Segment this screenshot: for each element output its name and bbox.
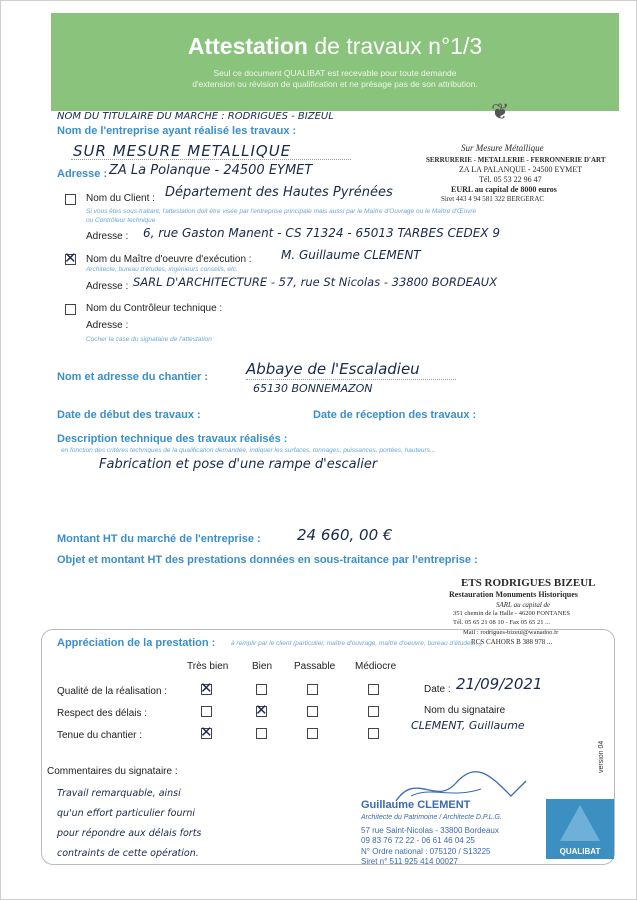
date-label: Date : xyxy=(424,684,451,695)
qualibat-triangle-icon xyxy=(560,805,600,841)
row-label-tenue: Tenue du chantier : xyxy=(57,730,143,741)
banner-subtitle xyxy=(51,68,619,90)
version-label: version 04 xyxy=(598,740,605,773)
tenue-passable-checkbox[interactable] xyxy=(307,728,318,739)
company-label: Nom de l'entreprise ayant réalisé les travaux : xyxy=(57,125,297,137)
tenue-mediocre-checkbox[interactable] xyxy=(368,728,379,739)
moe-address: SARL D'ARCHITECTURE - 57, rue St Nicolas - 33800 BORDEAUX xyxy=(133,275,498,289)
signatory-label: Nom du signataire xyxy=(424,705,506,716)
qualibat-logo xyxy=(546,799,614,859)
amount-value: 24 660, 00 € xyxy=(297,526,393,544)
appreciation-note: à remplir par le client (particulier, maître d'ouvrage, maître d'oeuvre, bureau d'études...) xyxy=(231,640,482,647)
signatory-value: CLEMENT, Guillaume xyxy=(411,719,525,732)
qualite-passable-checkbox[interactable] xyxy=(307,684,318,695)
header-banner xyxy=(51,13,619,111)
client-address: 6, rue Gaston Manent - CS 71324 - 65013 TARBES CEDEX 9 xyxy=(143,226,500,240)
start-date-label: Date de début des travaux : xyxy=(57,409,201,421)
qualite-tres-bien-checkbox[interactable] xyxy=(201,684,212,695)
architect-line5: Siret n° 511 925 414 00027 xyxy=(361,857,458,866)
company-name-line xyxy=(71,159,351,160)
stamp-line4: EURL au capital de 8000 euros xyxy=(451,185,557,194)
architect-line2: 57 rue Saint-Nicolas - 33800 Bordeaux xyxy=(361,826,499,835)
description-label: Description technique des travaux réalisés : xyxy=(57,433,288,445)
tenue-bien-checkbox[interactable] xyxy=(256,728,267,739)
page-title xyxy=(51,33,619,60)
rodrigues-title: ETS RODRIGUES BIZEUL xyxy=(461,577,596,589)
controller-note: Cocher la case du signataire de l'attestation xyxy=(86,336,212,343)
site-line2: 65130 BONNEMAZON xyxy=(253,382,373,395)
comment-line4: contraints de cette opération. xyxy=(57,848,199,859)
rodrigues-line5: Mail : rodrigues-bizeul@wanadoo.fr xyxy=(463,629,559,636)
client-label: Nom du Client : xyxy=(86,193,155,204)
rodrigues-line6: RCS CAHORS B 388 978 ... xyxy=(471,638,553,646)
comments-label: Commentaires du signataire : xyxy=(47,766,178,777)
col-tres-bien: Très bien xyxy=(187,661,229,672)
appreciation-title: Appréciation de la prestation : xyxy=(57,637,216,649)
qualite-mediocre-checkbox[interactable] xyxy=(368,684,379,695)
amount-label: Montant HT du marché de l'entreprise : xyxy=(57,533,261,545)
title-bold: Attestation xyxy=(187,33,308,59)
description-note: en fonction des critères techniques de la qualification demandée, indiquer les surfaces, tonnages, puissances, portées, hauteurs... xyxy=(61,447,436,454)
architect-name: Guillaume CLEMENT xyxy=(361,799,471,811)
rodrigues-line3: 351 chemin de la Halle - 46200 FONTANES xyxy=(453,610,570,617)
client-note2: ou Contrôleur technique xyxy=(86,217,156,224)
comment-line1: Travail remarquable, ainsi xyxy=(57,788,181,799)
qualite-bien-checkbox[interactable] xyxy=(256,684,267,695)
rodrigues-line1: Restauration Monuments Historiques xyxy=(449,590,578,599)
row-label-qualite: Qualité de la réalisation : xyxy=(57,686,168,697)
site-line1: Abbaye de l'Escaladieu xyxy=(246,360,420,378)
company-name: SUR MESURE METALLIQUE xyxy=(73,142,292,160)
delais-tres-bien-checkbox[interactable] xyxy=(201,706,212,717)
architect-line4: N° Ordre national : 075120 / S13225 xyxy=(361,847,491,856)
moe-name: M. Guillaume CLEMENT xyxy=(281,248,421,262)
controller-checkbox[interactable] xyxy=(65,304,76,315)
col-passable: Passable xyxy=(294,661,336,672)
rodrigues-line4: Tél. 05 65 21 08 10 - Fax 05 65 21 ... xyxy=(453,619,550,626)
subcontract-label: Objet et montant HT des prestations données en sous-traitance par l'entreprise : xyxy=(57,554,478,566)
banner-subtitle-line1: Seul ce document QUALIBAT est recevable pour toute demande xyxy=(213,68,457,78)
holder-handwritten: NOM DU TITULAIRE DU MARCHE : RODRIGUES - BIZEUL xyxy=(57,111,334,122)
row-label-delais: Respect des délais : xyxy=(57,708,148,719)
banner-subtitle-line2: d'extension ou révision de qualification et ne présage pas de son attribution. xyxy=(192,79,478,89)
stamp-line5: Siret 443 4 94 581 322 BERGERAC xyxy=(441,195,545,203)
moe-label: Nom du Maître d'oeuvre d'exécution : xyxy=(86,254,252,265)
description-value: Fabrication et pose d'une rampe d'escalier xyxy=(99,457,378,472)
col-bien: Bien xyxy=(252,661,273,672)
client-note: Si vous êtes sous-traitant, l'attestation doit être visée par l'entreprise principale mais aussi par le Maître d'Ouvrage ou le Maître d'Œuvre xyxy=(86,208,477,215)
company-address: ZA La Polanque - 24500 EYMET xyxy=(109,163,313,178)
architect-line1: Architecte du Patrimoine / Architecte D.P.L.G. xyxy=(361,814,502,821)
delais-bien-checkbox[interactable] xyxy=(256,706,267,717)
moe-note: Architecte, bureau d'études, ingénieurs conseils, etc. xyxy=(86,266,238,273)
stamp-line1: SERRURERIE - METALLERIE - FERRONNERIE D'ART xyxy=(426,156,606,164)
rodrigues-line2: SARL au capital de xyxy=(496,601,551,609)
title-rest: de travaux n°1/3 xyxy=(314,33,483,59)
controller-address-label: Adresse : xyxy=(86,320,129,331)
site-label: Nom et adresse du chantier : xyxy=(57,371,208,383)
col-mediocre: Médiocre xyxy=(355,661,397,672)
client-name: Département des Hautes Pyrénées xyxy=(165,185,393,200)
site-line1-rule xyxy=(246,379,456,380)
stamp-script: Sur Mesure Métallique xyxy=(461,143,544,153)
client-address-label: Adresse : xyxy=(86,231,129,242)
tenue-tres-bien-checkbox[interactable] xyxy=(201,728,212,739)
comment-line3: pour répondre aux délais forts xyxy=(57,828,202,839)
date-value: 21/09/2021 xyxy=(456,675,543,693)
stamp-line3: Tél. 05 53 22 96 47 xyxy=(479,175,542,184)
stamp-line2: ZA LA PALANQUE - 24500 EYMET xyxy=(459,165,583,174)
controller-label: Nom du Contrôleur technique : xyxy=(86,303,223,314)
end-date-label: Date de réception des travaux : xyxy=(313,409,477,421)
architect-line3: 09 83 76 72 22 - 06 61 46 04 25 xyxy=(361,836,475,845)
ornament-icon: ❦ xyxy=(491,99,510,124)
comment-line2: qu'un effort particulier fourni xyxy=(57,808,196,819)
delais-mediocre-checkbox[interactable] xyxy=(368,706,379,717)
architect-stamp xyxy=(361,796,541,866)
company-stamp xyxy=(421,99,611,203)
company-address-label: Adresse : xyxy=(57,168,108,180)
qualibat-logo-label: QUALIBAT xyxy=(559,847,601,856)
client-checkbox[interactable] xyxy=(65,194,76,205)
delais-passable-checkbox[interactable] xyxy=(307,706,318,717)
moe-checkbox[interactable] xyxy=(65,254,76,265)
moe-address-label: Adresse : xyxy=(86,281,129,292)
